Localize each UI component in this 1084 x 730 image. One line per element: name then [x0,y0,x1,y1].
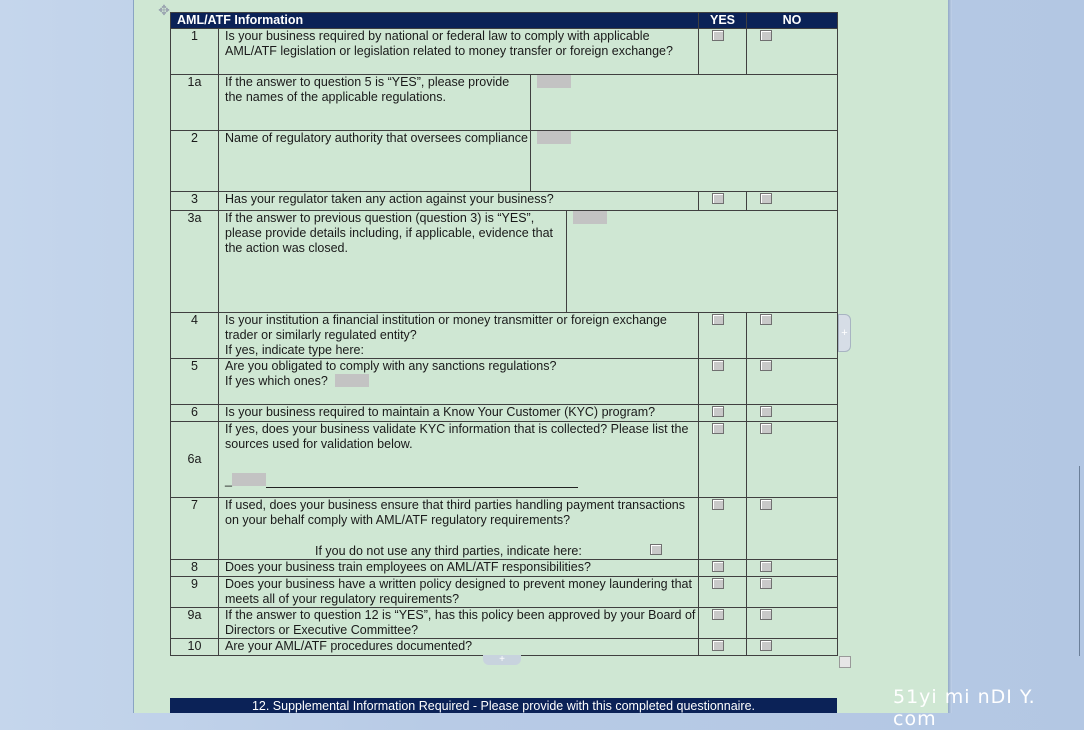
question-row-6 [171,405,838,422]
question-number: 4 [171,313,219,359]
aml-atf-table [170,12,838,656]
question-row-3a [171,211,838,313]
question-text: If the answer to previous question (question 3) is “YES”, please provide details including, if applicable, evidence that the action was closed. [219,211,567,313]
question-text-cell [219,498,699,560]
yes-checkbox[interactable] [712,423,724,434]
no-cell [747,405,838,422]
question-text: If yes, does your business validate KYC information that is collected? Please list the sources used for validation below. [225,422,689,451]
yes-cell [699,577,747,608]
no-cell [747,192,838,211]
question-number: 1a [171,75,219,131]
yes-cell [699,405,747,422]
no-checkbox[interactable] [760,640,772,651]
table-move-icon[interactable]: ✥ [158,2,170,18]
section-12-banner: 12. Supplemental Information Required - Please provide with this completed questionnaire. [170,698,837,713]
section-title: AML/ATF Information [171,13,699,29]
no-cell [747,577,838,608]
no-checkbox[interactable] [760,499,772,510]
question-text: Are you obligated to comply with any sanctions regulations? [225,359,557,373]
question-number: 3 [171,192,219,211]
third-party-note: If you do not use any third parties, indicate here: [315,544,582,558]
question-text-cell [219,359,699,405]
question-text: Is your business required to maintain a Know Your Customer (KYC) program? [219,405,699,422]
question-row-4 [171,313,838,359]
question-number: 9 [171,577,219,608]
yes-checkbox[interactable] [712,30,724,41]
question-row-9 [171,577,838,608]
no-checkbox[interactable] [760,314,772,325]
yes-cell [699,359,747,405]
yes-cell [699,560,747,577]
question-row-1a [171,75,838,131]
no-cell [747,359,838,405]
question-row-5 [171,359,838,405]
question-row-3 [171,192,838,211]
action-details-cell [567,211,838,313]
no-column-header: NO [747,13,838,29]
yes-cell [699,498,747,560]
question-number: 7 [171,498,219,560]
question-text: Has your regulator taken any action against your business? [219,192,699,211]
question-row-8 [171,560,838,577]
question-row-7 [171,498,838,560]
no-checkbox[interactable] [760,423,772,434]
no-checkbox[interactable] [760,360,772,371]
question-subtext: If yes, indicate type here: [225,343,364,357]
line-prefix: _ [225,473,232,487]
yes-checkbox[interactable] [712,499,724,510]
no-third-parties-checkbox[interactable] [650,544,662,555]
yes-cell [699,639,747,656]
question-text: Are your AML/ATF procedures documented? [219,639,699,656]
question-text: Does your business have a written policy designed to prevent money laundering that meets all of your regulatory requirements? [219,577,699,608]
add-row-plus-icon[interactable]: + [483,655,521,665]
watermark: 51yi mi nDI Y. com [893,686,1036,730]
table-header-row [171,13,838,29]
question-text: If used, does your business ensure that third parties handling payment transactions on your behalf comply with AML/ATF regulatory requirements? [225,498,685,527]
question-row-2 [171,131,838,192]
yes-checkbox[interactable] [712,360,724,371]
no-cell [747,639,838,656]
no-cell [747,560,838,577]
yes-checkbox[interactable] [712,640,724,651]
page-shadow [948,0,952,713]
question-number: 8 [171,560,219,577]
no-checkbox[interactable] [760,561,772,572]
yes-checkbox[interactable] [712,578,724,589]
question-row-9a [171,608,838,639]
yes-cell [699,422,747,498]
question-text: Name of regulatory authority that oversees compliance [219,131,531,192]
table-resize-icon[interactable] [839,656,851,668]
third-party-note-line [225,543,698,559]
yes-checkbox[interactable] [712,561,724,572]
question-number: 6a [171,422,219,498]
regulations-answer-cell [531,75,838,131]
action-details-text-field[interactable] [573,211,607,224]
question-number: 2 [171,131,219,192]
question-number: 1 [171,29,219,75]
question-text: Is your institution a financial institution or money transmitter or foreign exchange trader or similarly regulated entity? [225,313,667,342]
question-subtext-line [225,374,698,389]
question-row-10 [171,639,838,656]
no-checkbox[interactable] [760,609,772,620]
answer-underline [266,477,578,488]
yes-cell [699,192,747,211]
regulator-answer-cell [531,131,838,192]
regulator-text-field[interactable] [537,131,571,144]
question-text: Is your business required by national or federal law to comply with applicable AML/ATF legislation or legislation related to money transfer or foreign exchange? [219,29,699,75]
question-number: 5 [171,359,219,405]
yes-checkbox[interactable] [712,314,724,325]
yes-column-header: YES [699,13,747,29]
question-text: If the answer to question 5 is “YES”, please provide the names of the applicable regulations. [219,75,531,131]
no-checkbox[interactable] [760,578,772,589]
question-number: 3a [171,211,219,313]
question-number: 6 [171,405,219,422]
no-cell [747,498,838,560]
validation-sources-line [225,473,698,488]
validation-sources-text-field[interactable] [232,473,266,486]
yes-cell [699,29,747,75]
question-number: 9a [171,608,219,639]
yes-checkbox[interactable] [712,406,724,417]
yes-cell [699,313,747,359]
no-cell [747,29,838,75]
question-text: If the answer to question 12 is “YES”, has this policy been approved by your Board of Directors or Executive Committee? [219,608,699,639]
no-cell [747,422,838,498]
question-subtext: If yes which ones? [225,374,328,388]
question-number: 10 [171,639,219,656]
no-checkbox[interactable] [760,406,772,417]
no-checkbox[interactable] [760,30,772,41]
question-row-1 [171,29,838,75]
no-cell [747,608,838,639]
yes-checkbox[interactable] [712,609,724,620]
window-edge [1079,466,1084,656]
sanctions-text-field[interactable] [335,374,369,387]
question-row-6a [171,422,838,498]
insert-row-plus-icon[interactable]: + [838,314,851,352]
question-text: Does your business train employees on AML/ATF responsibilities? [219,560,699,577]
question-text-cell [219,422,699,498]
yes-checkbox[interactable] [712,193,724,204]
regulations-text-field[interactable] [537,75,571,88]
question-text-cell [219,313,699,359]
no-cell [747,313,838,359]
yes-cell [699,608,747,639]
no-checkbox[interactable] [760,193,772,204]
